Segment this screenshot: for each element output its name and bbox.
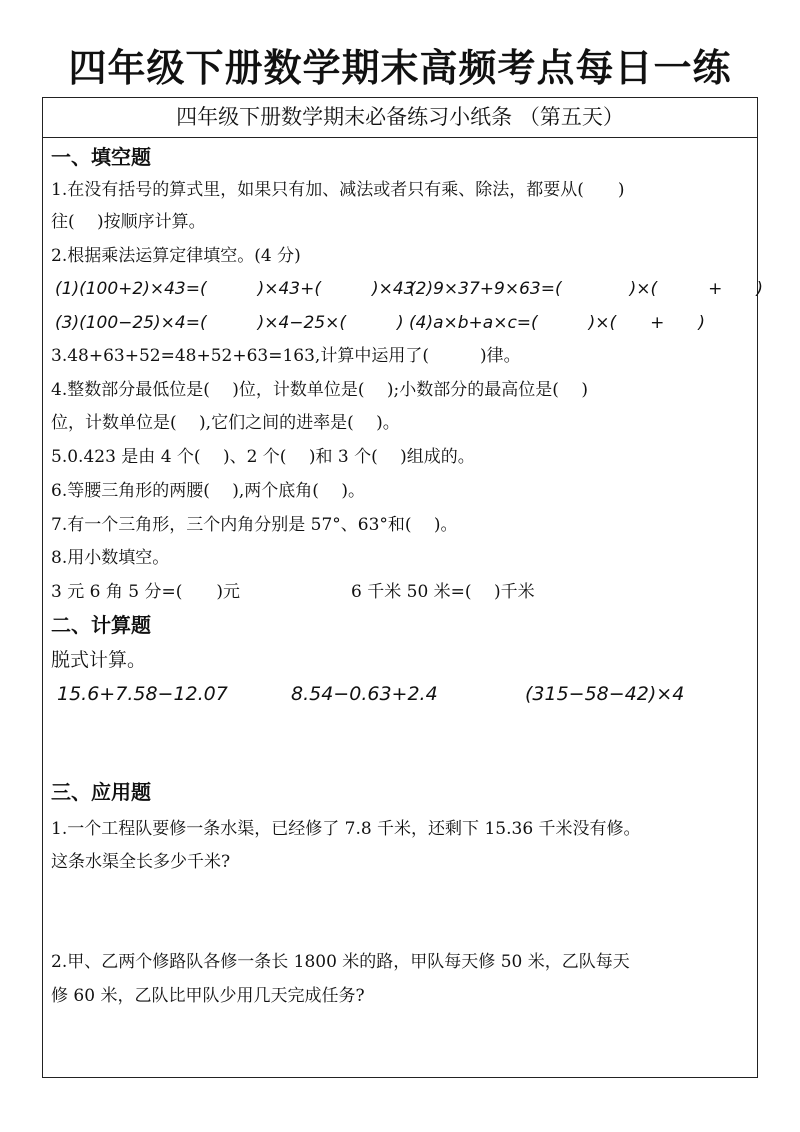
question-2: 2.根据乘法运算定律填空。(4 分) bbox=[51, 246, 301, 266]
question-1-line-2: 往( )按顺序计算。 bbox=[51, 212, 206, 232]
question-5: 5.0.423 是由 4 个( )、2 个( )和 3 个( )组成的。 bbox=[51, 447, 475, 467]
question-1-line-1: 1.在没有括号的算式里，如果只有加、减法或者只有乘、除法，都要从( ) bbox=[51, 180, 625, 200]
subtitle-divider bbox=[43, 137, 757, 138]
worksheet-frame bbox=[42, 97, 763, 1078]
word-problem-1-line-1: 1.一个工程队要修一条水渠，已经修了 7.8 千米，还剩下 15.36 千米没有修。 bbox=[51, 819, 641, 839]
calculation-expression-2: 8.54−0.63+2.4 bbox=[291, 683, 438, 705]
section-heading-word-problems: 三、应用题 bbox=[51, 780, 151, 804]
worksheet-subtitle: 四年级下册数学期末必备练习小纸条 （第五天） bbox=[176, 105, 624, 129]
question-4-line-2: 位，计数单位是( ),它们之间的进率是( )。 bbox=[51, 413, 400, 433]
question-7: 7.有一个三角形，三个内角分别是 57°、63°和( )。 bbox=[51, 515, 458, 535]
question-2-part-3: (3)(100−25)×4=( )×4−25×( ) bbox=[55, 313, 404, 333]
question-2-part-1: (1)(100+2)×43=( )×43+( )×43 bbox=[55, 279, 415, 299]
calculation-expression-1: 15.6+7.58−12.07 bbox=[57, 683, 228, 705]
question-8-part-2: 6 千米 50 米=( )千米 bbox=[351, 582, 535, 602]
calculation-expression-3: (315−58−42)×4 bbox=[525, 683, 685, 705]
section-heading-calculation: 二、计算题 bbox=[51, 613, 151, 637]
question-4-line-1: 4.整数部分最低位是( )位，计数单位是( );小数部分的最高位是( ) bbox=[51, 380, 588, 400]
calculation-instruction: 脱式计算。 bbox=[51, 649, 147, 671]
question-3: 3.48+63+52=48+52+63=163,计算中运用了( )律。 bbox=[51, 346, 521, 366]
question-2-part-2: (2)9×37+9×63=( )×( + ) bbox=[409, 279, 763, 299]
question-8: 8.用小数填空。 bbox=[51, 548, 170, 568]
question-6: 6.等腰三角形的两腰( ),两个底角( )。 bbox=[51, 481, 365, 501]
word-problem-1-line-2: 这条水渠全长多少千米? bbox=[51, 852, 231, 872]
question-8-part-1: 3 元 6 角 5 分=( )元 bbox=[51, 582, 240, 602]
section-heading-fill-in: 一、填空题 bbox=[51, 145, 151, 169]
word-problem-2-line-1: 2.甲、乙两个修路队各修一条长 1800 米的路，甲队每天修 50 米，乙队每天 bbox=[51, 952, 630, 972]
page-title: 四年级下册数学期末高频考点每日一练 bbox=[68, 46, 732, 90]
word-problem-2-line-2: 修 60 米，乙队比甲队少用几天完成任务? bbox=[51, 986, 365, 1006]
question-2-part-4: (4)a×b+a×c=( )×( + ) bbox=[409, 313, 706, 333]
